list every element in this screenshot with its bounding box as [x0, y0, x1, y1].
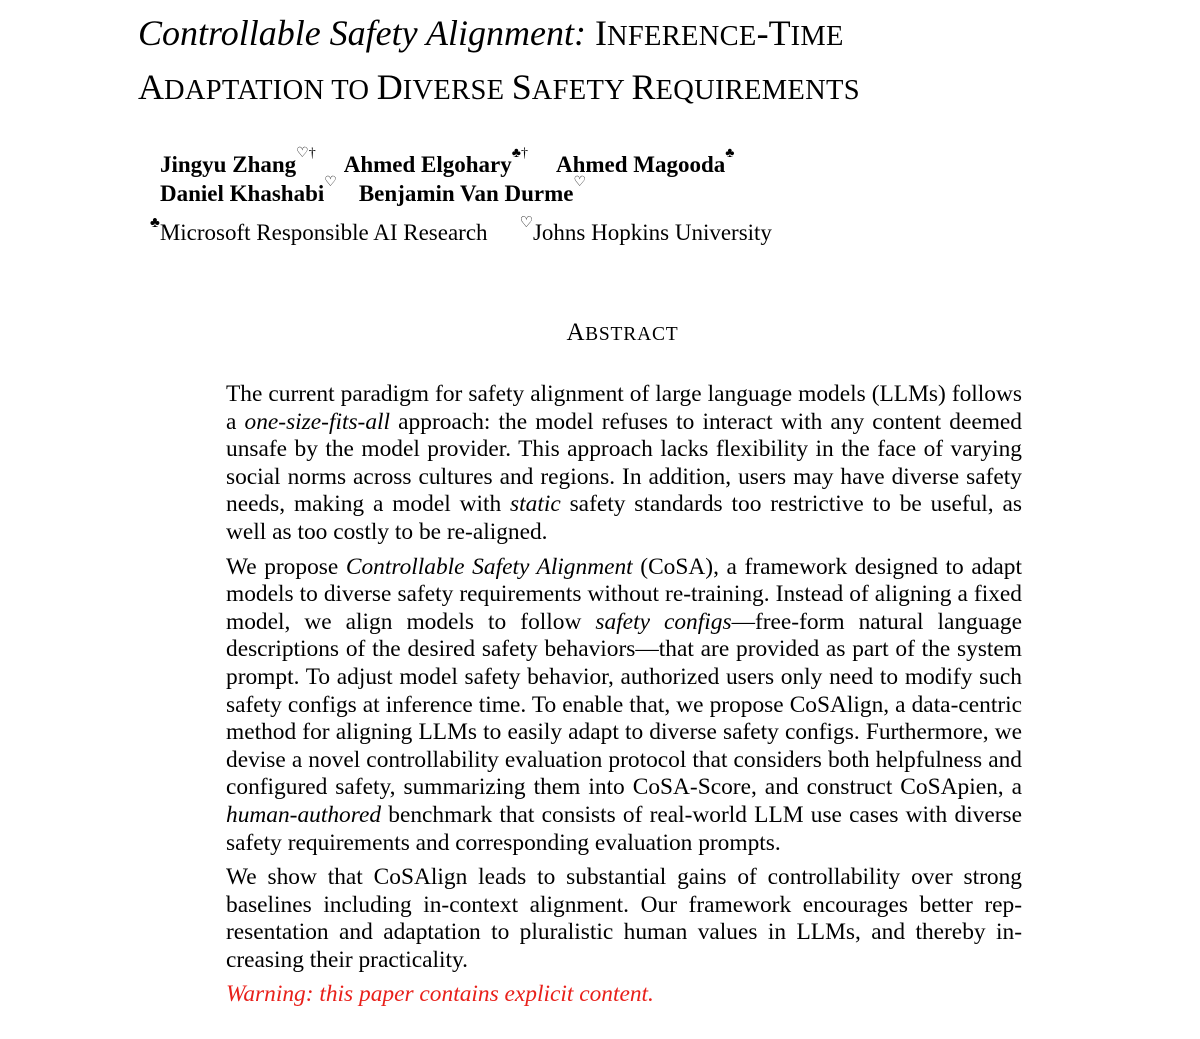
affiliation-list — [150, 215, 772, 247]
abstract-paragraph-3: We show that CoSAlign leads to substantial gains of controllability over strong baselines including in-context alignment. Our framework encourages better representation and adaptation to pluralistic human values in LLMs, and thereby increasing their practicality. — [226, 864, 1022, 973]
abstract-paragraph-1: The current paradigm for safety alignment of large language models (LLMs) follows a one-size-fits-all approach: the model refuses to interact with any content deemed unsafe by the model provider. This approach lacks flexibility in the face of varying social norms across cultures and regions. In addition, users may have diverse safety needs, making a model with static safety standards too restrictive to be useful, as well as too costly to be re-aligned. — [226, 381, 1023, 545]
title-line-1 — [138, 8, 1138, 62]
author-marks: ♡ — [573, 175, 587, 190]
author-ahmed-elgohary: Ahmed Elgohary♣† — [343, 146, 528, 177]
author-row-1 — [160, 146, 735, 179]
affiliation-microsoft: ♣Microsoft Responsible AI Research — [150, 215, 488, 245]
author-list — [160, 146, 735, 208]
title-caps-requirements: REQUIREMENTS — [631, 67, 860, 107]
author-benjamin-van-durme: Benjamin Van Durme♡ — [358, 175, 587, 206]
affiliation-jhu: ♡Johns Hopkins University — [519, 215, 772, 245]
club-icon: ♣ — [150, 215, 160, 231]
title-caps-time: TIME — [768, 13, 844, 53]
paper-title — [138, 8, 1138, 116]
heart-icon: ♡ — [519, 215, 533, 231]
author-row-2 — [160, 175, 734, 208]
abstract-heading: ABSTRACT — [566, 319, 679, 346]
author-ahmed-magooda: Ahmed Magooda♣ — [555, 146, 735, 177]
author-marks: ♣† — [511, 146, 528, 161]
author-jingyu-zhang: Jingyu Zhang♡† — [160, 146, 316, 177]
title-caps-inference: INFERENCE — [594, 13, 757, 53]
title-line-2 — [138, 62, 1138, 116]
title-caps-adaptation: ADAPTATION TO — [138, 67, 377, 107]
author-daniel-khashabi: Daniel Khashabi♡ — [160, 175, 337, 206]
content-warning: Warning: this paper contains explicit content. — [226, 981, 654, 1008]
title-hyphen: - — [756, 13, 769, 53]
author-marks: ♡† — [296, 146, 316, 161]
author-marks: ♣ — [725, 146, 735, 161]
abstract-body — [226, 381, 1022, 1016]
title-caps-safety: SAFETY — [511, 67, 632, 107]
title-italic-part: Controllable Safety Alignment: — [138, 13, 586, 53]
title-caps-diverse: DIVERSE — [376, 67, 512, 107]
author-marks: ♡ — [324, 175, 337, 190]
abstract-paragraph-2: We propose Controllable Safety Alignment (CoSA), a framework designed to adapt models to diverse safety requirements without re-training. Instead of aligning a fixed model, we align models to follow safety configs—free-form natural language descriptions of the desired safety behaviors—that are provided as part of the system prompt. To adjust model safety behavior, authorized users only need to modify such safety configs at inference time. To enable that, we propose CoSAlign, a data-centric method for aligning LLMs to easily adapt to diverse safety configs. Furthermore, we devise a novel controllability evaluation protocol that considers both helpfulness and configured safety, summarizing them into CoSA-Score, and construct CoSApien, a human-authored benchmark that consists of real-world LLM use cases with diverse safety requirements and corresponding evaluation prompts. — [226, 553, 1022, 856]
